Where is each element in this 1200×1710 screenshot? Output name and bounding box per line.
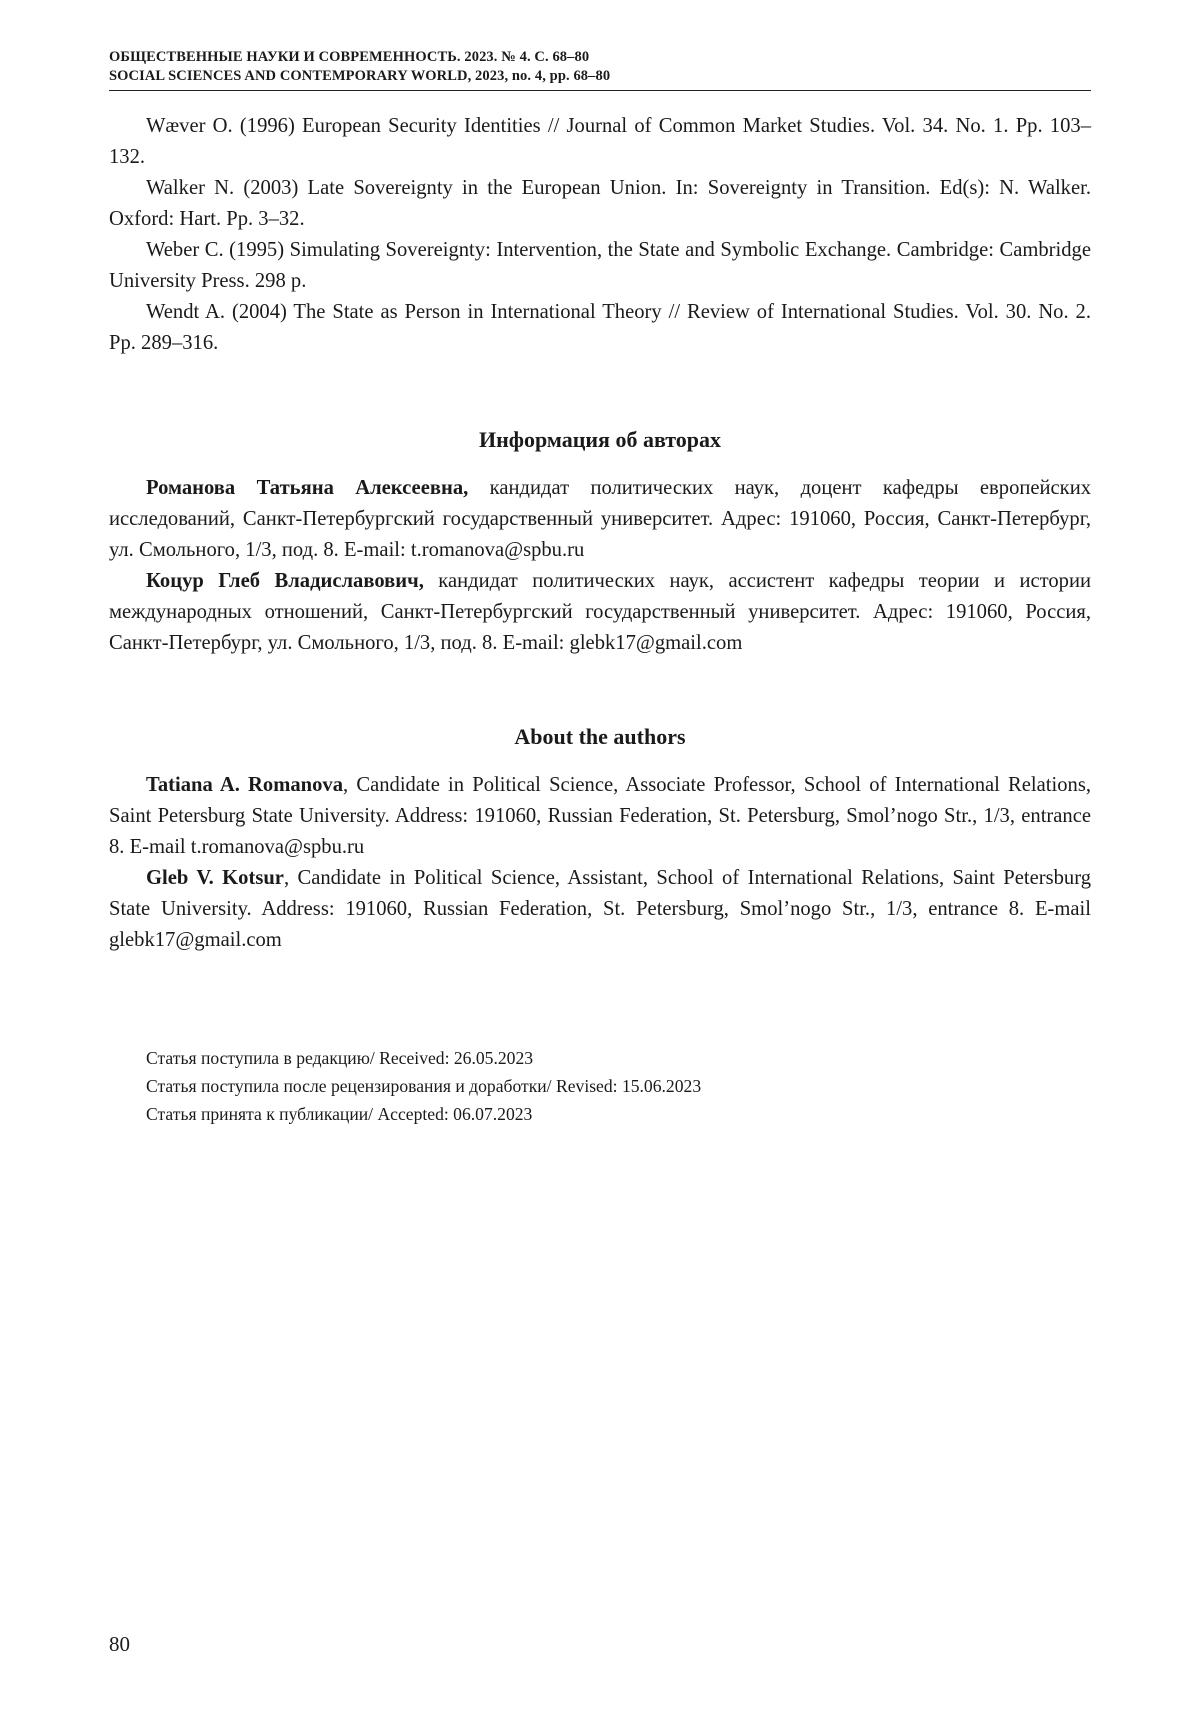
author-name: Романова Татьяна Алексеевна, <box>146 477 469 499</box>
authors-info-en <box>109 770 1091 956</box>
author-details: кандидат политических наук, доцент кафедры европейских исследований, Санкт-Петербургский государственный университет. Адрес: 191060, Россия, Санкт-Петербург, ул. Смольного, 1/3, под. 8. E-mail: t.romanova@spbu.ru <box>109 477 1092 561</box>
journal-page <box>109 48 1091 1128</box>
authors-info-heading-ru: Информация об авторах <box>478 427 722 452</box>
author-entry-ru <box>109 473 1091 566</box>
author-name: Gleb V. Kotsur <box>146 867 284 889</box>
author-details: кандидат политических наук, ассистент кафедры теории и истории международных отношений, Санкт-Петербургский государственный университет. Адрес: 191060, Россия, Санкт-Петербург, ул. Смольного, 1/3, под. 8. E-mail: glebk17@gmail.com <box>109 570 1091 654</box>
author-details: , Candidate in Political Science, Associate Professor, School of International Relations, Saint Petersburg State University. Address: 191060, Russian Federation, St. Petersburg, Smol’nogo Str., 1/3, entrance 8. E-mail t.romanova@spbu.ru <box>109 774 1091 858</box>
reference-entry: Walker N. (2003) Late Sovereignty in the European Union. In: Sovereignty in Transition. Ed(s): N. Walker. Oxford: Hart. Pp. 3–32. <box>109 177 1091 230</box>
running-head <box>109 48 1091 86</box>
article-history <box>109 1044 1091 1128</box>
history-received: Статья поступила в редакцию/ Received: 26.05.2023 <box>146 1048 534 1068</box>
running-head-ru: ОБЩЕСТВЕННЫЕ НАУКИ И СОВРЕМЕННОСТЬ. 2023. № 4. С. 68–80 <box>109 49 590 65</box>
author-name: Tatiana A. Romanova <box>146 774 344 796</box>
reference-entry: Wendt A. (2004) The State as Person in International Theory // Review of International Studies. Vol. 30. No. 2. Pp. 289–316. <box>109 301 1091 354</box>
about-authors-heading-en: About the authors <box>514 724 686 749</box>
references-list <box>109 111 1091 359</box>
author-name: Коцур Глеб Владиславович, <box>146 570 424 592</box>
page-number: 80 <box>109 1632 130 1656</box>
header-rule <box>109 90 1091 91</box>
history-revised: Статья поступила после рецензирования и доработки/ Revised: 15.06.2023 <box>146 1076 702 1096</box>
running-head-en: SOCIAL SCIENCES AND CONTEMPORARY WORLD, 2023, no. 4, pp. 68–80 <box>109 68 611 84</box>
reference-entry: Weber C. (1995) Simulating Sovereignty: Intervention, the State and Symbolic Exchange. Cambridge: Cambridge University Press. 298 p. <box>109 239 1091 292</box>
author-details: , Candidate in Political Science, Assistant, School of International Relations, Saint Petersburg State University. Address: 191060, Russian Federation, St. Petersburg, Smol’nogo Str., 1/3, entrance 8. E-mail glebk17@gmail.com <box>109 867 1091 951</box>
author-entry-en <box>109 770 1091 863</box>
author-entry-ru <box>109 566 1091 659</box>
authors-info-ru <box>109 473 1091 659</box>
history-accepted: Статья принята к публикации/ Accepted: 06.07.2023 <box>146 1104 533 1124</box>
author-entry-en <box>109 863 1091 956</box>
reference-entry: Wæver O. (1996) European Security Identities // Journal of Common Market Studies. Vol. 34. No. 1. Pp. 103–132. <box>109 115 1091 168</box>
